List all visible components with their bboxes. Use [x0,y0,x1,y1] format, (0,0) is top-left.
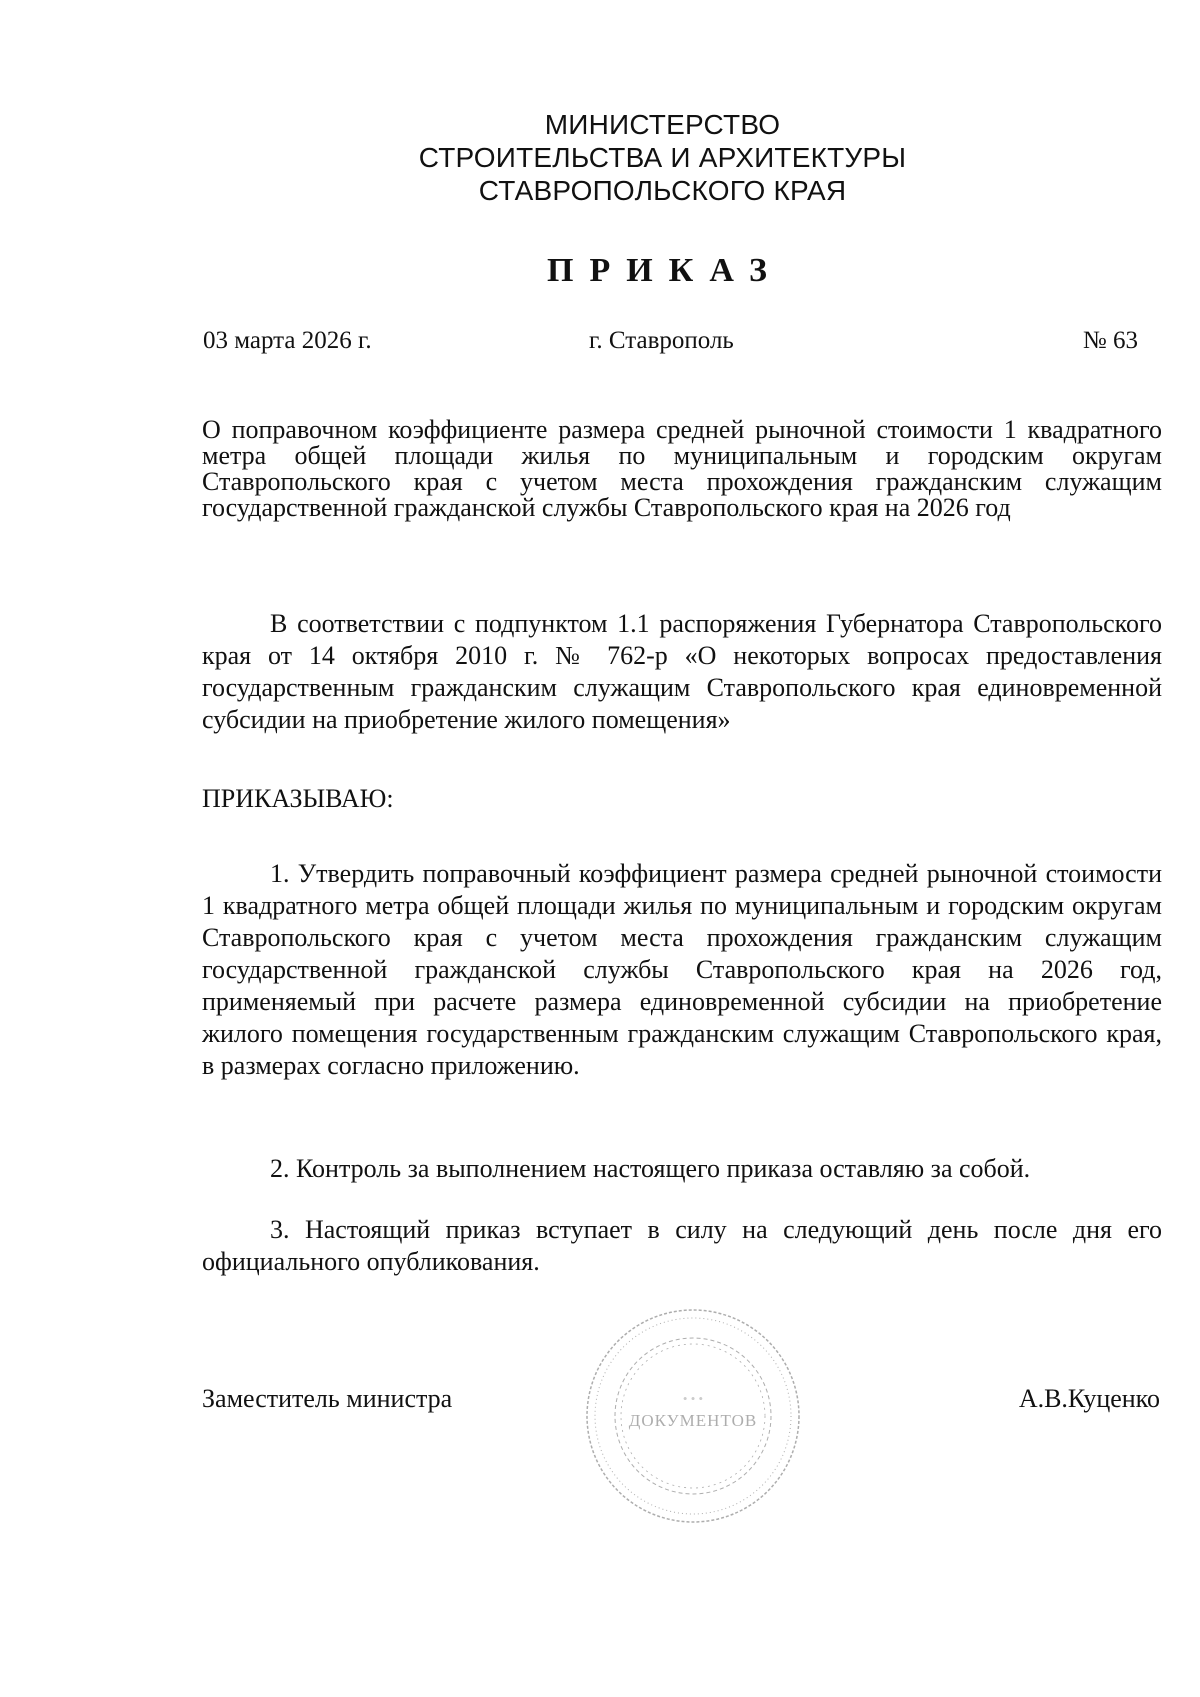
preamble-paragraph: В соответствии с подпунктом 1.1 распоряжения Губернатора Ставропольского края от 14 октября 2010 г. № 762-р «О некоторых вопросах предоставления государственным гражданским служащим Ставропольского края единовременной субсидии на приобретение жилого помещения» [202,609,1162,734]
svg-text:• • •: • • • [682,1391,704,1406]
document-title-text: ПРИКАЗ [547,252,783,289]
stamp-center-text: ДОКУМЕНТОВ [628,1411,758,1430]
signatory-position: Заместитель министра [202,1384,453,1413]
order-subject: О поправочном коэффициенте размера средней рыночной стоимости 1 квадратного метра общей площади жилья по муниципальным и городским округам Ставропольского края с учетом места прохождения гражданским служащим государственной гражданской службы Ставропольского края на 2026 год [202,415,1162,522]
official-stamp [582,1305,804,1527]
order-item-2: 2. Контроль за выполнением настоящего приказа оставляю за собой. [270,1154,1031,1183]
document-title [0,252,1200,290]
order-item-3: 3. Настоящий приказ вступает в силу на следующий день после дня его официального опубликования. [202,1215,1162,1276]
signatory-name: А.В.Куценко [1018,1384,1160,1413]
order-city: г. Ставрополь [589,327,734,354]
header-line-2: СТРОИТЕЛЬСТВА И АРХИТЕКТУРЫ [418,142,907,173]
order-item-1: 1. Утвердить поправочный коэффициент размера средней рыночной стоимости 1 квадратного метра общей площади жилья по муниципальным и городским округам Ставропольского края с учетом места прохождения гражданским служащим государственной гражданской службы Ставропольского края на 2026 год, применяемый при расчете размера единовременной субсидии на приобретение жилого помещения государственным гражданским служащим Ставропольского края, в размерах согласно приложению. [202,859,1162,1080]
header-line-3: СТАВРОПОЛЬСКОГО КРАЯ [478,175,847,206]
header-line-1: МИНИСТЕРСТВО [544,109,781,140]
order-directive: ПРИКАЗЫВАЮ: [202,784,394,813]
order-number: № 63 [1082,327,1138,354]
order-date: 03 марта 2026 г. [203,327,372,354]
ministry-header [0,108,1200,207]
